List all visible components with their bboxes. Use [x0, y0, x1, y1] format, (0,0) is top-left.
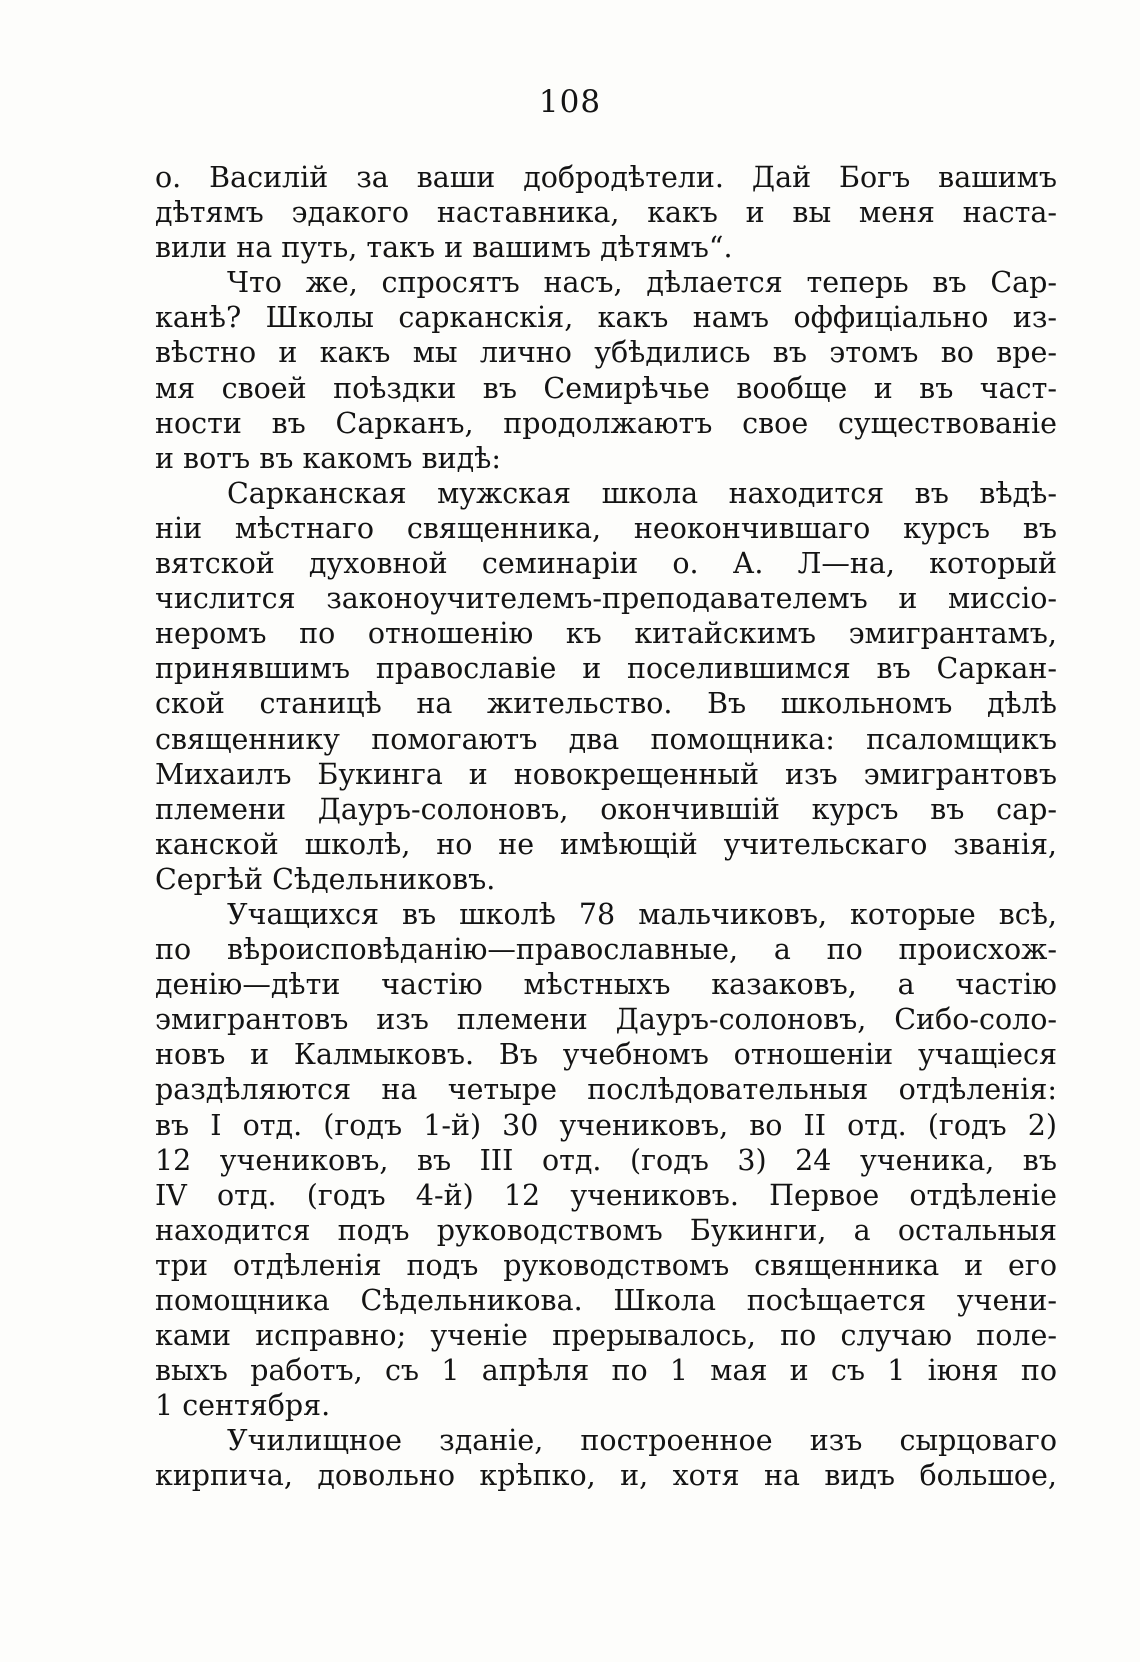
- text-line: и вотъ въ какомъ видѣ:: [155, 441, 501, 475]
- text-line: вятской духовной семинаріи о. А. Л—на, который: [155, 547, 1057, 581]
- text-line: помощника Сѣдельникова. Школа посѣщается учени-: [155, 1284, 1057, 1317]
- text-line: раздѣляются на четыре послѣдовательныя отдѣленія:: [155, 1073, 1057, 1107]
- paragraph-start-line: Училищное зданіе, построенное изъ сырцоваго: [227, 1424, 1057, 1458]
- text-line: канѣ? Школы сарканскія, какъ намъ оффиціально из-: [155, 301, 1057, 335]
- text-line: вили на путь, такъ и вашимъ дѣтямъ“.: [155, 231, 733, 265]
- text-line: неромъ по отношенію къ китайскимъ эмигрантамъ,: [155, 617, 1057, 651]
- text-line: ніи мѣстнаго священника, неокончившаго курсъ въ: [155, 511, 1057, 545]
- text-line: выхъ работъ, съ 1 апрѣля по 1 мая и съ 1 іюня по: [155, 1354, 1057, 1388]
- body-text: [155, 160, 1057, 1494]
- text-line: племени Дауръ-солоновъ, окончившій курсъ въ сар-: [155, 792, 1057, 826]
- text-line: денію—дѣти частію мѣстныхъ казаковъ, а частію: [155, 968, 1057, 1002]
- paragraph-start-line: Сарканская мужская школа находится въ вѣдѣ-: [227, 476, 1057, 510]
- text-line: 12 учениковъ, въ III отд. (годъ 3) 24 ученика, въ: [155, 1143, 1057, 1177]
- text-line: находится подъ руководствомъ Букинги, а остальныя: [155, 1213, 1057, 1247]
- page-number: 108: [538, 84, 602, 120]
- paragraph-start-line: Что же, спросятъ насъ, дѣлается теперь въ Сар-: [227, 266, 1057, 300]
- paragraph-start-line: Учащихся въ школѣ 78 мальчиковъ, которые всѣ,: [227, 897, 1057, 931]
- text-line: новъ и Калмыковъ. Въ учебномъ отношеніи учащіеся: [155, 1038, 1057, 1072]
- text-line: IV отд. (годъ 4-й) 12 учениковъ. Первое отдѣленіе: [155, 1178, 1057, 1212]
- text-line: ками исправно; ученіе прерывалось, по случаю поле-: [155, 1319, 1057, 1353]
- text-line: принявшимъ православіе и поселившимся въ Саркан-: [155, 652, 1057, 686]
- text-line: три отдѣленія подъ руководствомъ священника и его: [155, 1248, 1057, 1282]
- text-line: канской школѣ, но не имѣющій учительскаго званія,: [155, 827, 1057, 861]
- text-line: ности въ Сарканъ, продолжаютъ свое существованіе: [155, 406, 1057, 440]
- text-line: числится законоучителемъ-преподавателемъ и миссіо-: [155, 582, 1057, 616]
- text-line: мя своей поѣздки въ Семирѣчье вообще и въ част-: [155, 371, 1057, 405]
- text-line: о. Василій за ваши добродѣтели. Дай Богъ вашимъ: [155, 161, 1057, 194]
- text-line: 1 сентября.: [155, 1389, 331, 1423]
- text-line: по вѣроисповѣданію—православные, а по происхож-: [155, 933, 1057, 967]
- text-line: вѣстно и какъ мы лично убѣдились въ этомъ во вре-: [155, 336, 1057, 370]
- text-line: Михаилъ Букинга и новокрещенный изъ эмигрантовъ: [155, 757, 1057, 791]
- text-line: кирпича, довольно крѣпко, и, хотя на видъ большое,: [155, 1459, 1057, 1493]
- text-line: ской станицѣ на жительство. Въ школьномъ дѣлѣ: [155, 687, 1057, 721]
- text-line: въ I отд. (годъ 1-й) 30 учениковъ, во II отд. (годъ 2): [155, 1108, 1057, 1142]
- text-line: Сергѣй Сѣдельниковъ.: [155, 862, 496, 896]
- text-line: дѣтямъ эдакого наставника, какъ и вы меня наста-: [155, 196, 1057, 230]
- text-line: эмигрантовъ изъ племени Дауръ-солоновъ, Сибо-соло-: [155, 1003, 1057, 1037]
- text-line: священнику помогаютъ два помощника: псаломщикъ: [155, 722, 1057, 756]
